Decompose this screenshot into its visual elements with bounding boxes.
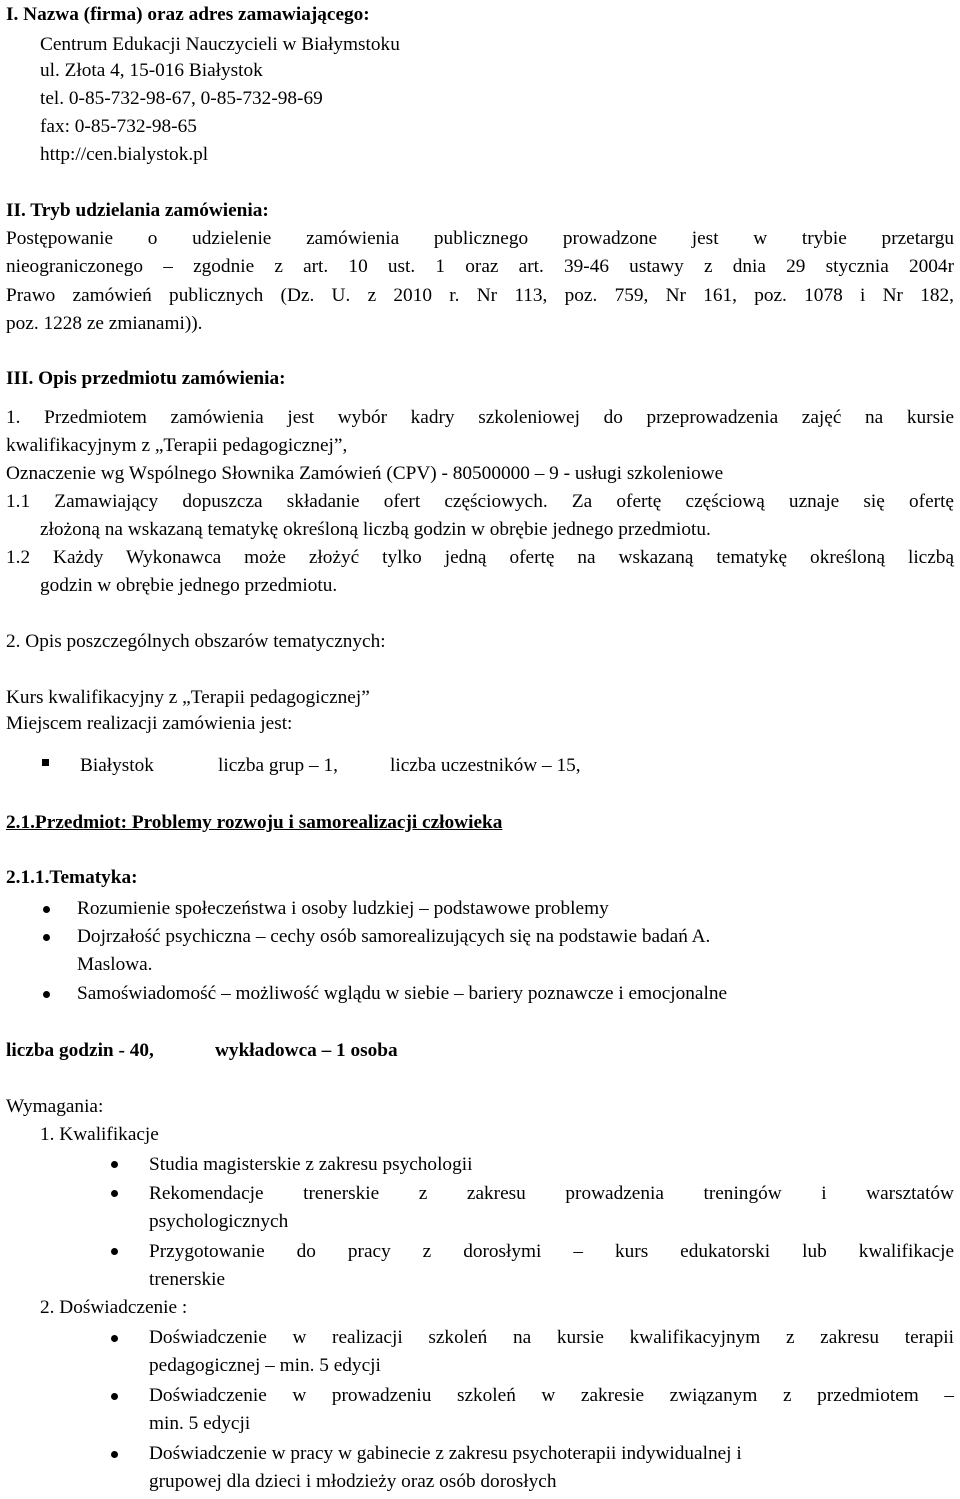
group-count: liczba grup – 1, xyxy=(218,755,338,776)
procedure-text-line: nieograniczonego – zgodnie z art. 10 ust. 1 oraz art. 39-46 ustawy z dnia 29 stycznia 2004r xyxy=(6,256,954,277)
bullet-icon xyxy=(111,1161,118,1168)
section-3-heading: III. Opis przedmiotu zamówienia: xyxy=(6,368,286,389)
subject-number: 2.1. xyxy=(6,812,35,833)
requirement-qualifications: 1. Kwalifikacje xyxy=(40,1124,159,1145)
single-offer-line: 1.2 Każdy Wykonawca może złożyć tylko jedną ofertę na wskazaną tematykę określoną liczbą xyxy=(6,547,954,568)
section-2-heading: II. Tryb udzielania zamówienia: xyxy=(6,200,269,221)
qualification-item-continued: trenerskie xyxy=(149,1269,226,1290)
section-1-heading: I. Nazwa (firma) oraz adres zamawiającego: xyxy=(6,4,370,25)
ordering-party-name: Centrum Edukacji Nauczycieli w Białymstoku xyxy=(40,34,400,55)
place-label: Miejscem realizacji zamówienia jest: xyxy=(6,713,293,734)
topic-item: Samoświadomość – możliwość wglądu w siebie – bariery poznawcze i emocjonalne xyxy=(77,983,728,1004)
bullet-icon xyxy=(43,934,50,941)
requirement-experience: 2. Doświadczenie : xyxy=(40,1297,188,1318)
ordering-party-phone: tel. 0-85-732-98-67, 0-85-732-98-69 xyxy=(40,88,323,109)
location-city: Białystok xyxy=(80,755,154,776)
procedure-text-line: Postępowanie o udzielenie zamówienia publicznego prowadzone jest w trybie przetargu xyxy=(6,228,954,249)
topic-item-continued: Maslowa. xyxy=(77,954,153,975)
bullet-icon xyxy=(111,1393,118,1400)
requirements-heading: Wymagania: xyxy=(6,1096,104,1117)
bullet-icon xyxy=(111,1248,118,1255)
topics-heading: 2.1.1.Tematyka: xyxy=(6,867,138,888)
procedure-text-line: poz. 1228 ze zmianami)). xyxy=(6,313,203,334)
experience-item-continued: min. 5 edycji xyxy=(149,1413,251,1434)
square-bullet-icon xyxy=(42,759,49,766)
bullet-icon xyxy=(43,906,50,913)
experience-item-continued: grupowej dla dzieci i młodzieży oraz osób dorosłych xyxy=(149,1471,557,1492)
experience-item: Doświadczenie w prowadzeniu szkoleń w zakresie związanym z przedmiotem – xyxy=(149,1385,954,1406)
experience-item-continued: pedagogicznej – min. 5 edycji xyxy=(149,1355,381,1376)
bullet-icon xyxy=(43,991,50,998)
subject-text-line: kwalifikacyjnym z „Terapii pedagogicznej”, xyxy=(6,435,348,456)
lecturer-label: wykładowca – 1 osoba xyxy=(215,1040,398,1061)
topic-item: Rozumienie społeczeństwa i osoby ludzkiej – podstawowe problemy xyxy=(77,898,609,919)
participant-count: liczba uczestników – 15, xyxy=(390,755,581,776)
subject-name: Przedmiot: Problemy rozwoju i samorealizacji człowieka xyxy=(34,812,503,833)
qualification-item: Przygotowanie do pracy z dorosłymi – kurs edukatorski lub kwalifikacje xyxy=(149,1241,954,1262)
bullet-icon xyxy=(111,1335,118,1342)
ordering-party-street: ul. Złota 4, 15-016 Białystok xyxy=(40,60,263,81)
qualification-item: Rekomendacje trenerskie z zakresu prowadzenia treningów i warsztatów xyxy=(149,1183,954,1204)
partial-offers-line: złożoną na wskazaną tematykę określoną liczbą godzin w obrębie jednego przedmiotu. xyxy=(40,519,711,540)
subject-text-line: 1. Przedmiotem zamówienia jest wybór kadry szkoleniowej do przeprowadzenia zajęć na kursie xyxy=(6,407,954,428)
qualification-item: Studia magisterskie z zakresu psychologii xyxy=(149,1154,473,1175)
qualification-item-continued: psychologicznych xyxy=(149,1211,289,1232)
ordering-party-fax: fax: 0-85-732-98-65 xyxy=(40,116,197,137)
subject-title xyxy=(6,813,502,832)
partial-offers-line: 1.1 Zamawiający dopuszcza składanie ofert częściowych. Za ofertę częściową uznaje się ofertę xyxy=(6,491,954,512)
bullet-icon xyxy=(111,1190,118,1197)
thematic-areas-heading: 2. Opis poszczególnych obszarów tematycznych: xyxy=(6,631,386,652)
single-offer-line: godzin w obrębie jednego przedmiotu. xyxy=(40,575,338,596)
topic-item: Dojrzałość psychiczna – cechy osób samorealizujących się na podstawie badań A. xyxy=(77,926,711,947)
course-name: Kurs kwalifikacyjny z „Terapii pedagogicznej” xyxy=(6,687,370,708)
experience-item: Doświadczenie w pracy w gabinecie z zakresu psychoterapii indywidualnej i xyxy=(149,1443,742,1464)
procedure-text-line: Prawo zamówień publicznych (Dz. U. z 2010 r. Nr 113, poz. 759, Nr 161, poz. 1078 i Nr 182, xyxy=(6,285,954,306)
ordering-party-website: http://cen.bialystok.pl xyxy=(40,144,209,165)
hours-label: liczba godzin - 40, xyxy=(6,1040,154,1061)
cpv-code-line: Oznaczenie wg Wspólnego Słownika Zamówień (CPV) - 80500000 – 9 - usługi szkoleniowe xyxy=(6,463,724,484)
bullet-icon xyxy=(111,1451,118,1458)
experience-item: Doświadczenie w realizacji szkoleń na kursie kwalifikacyjnym z zakresu terapii xyxy=(149,1327,954,1348)
